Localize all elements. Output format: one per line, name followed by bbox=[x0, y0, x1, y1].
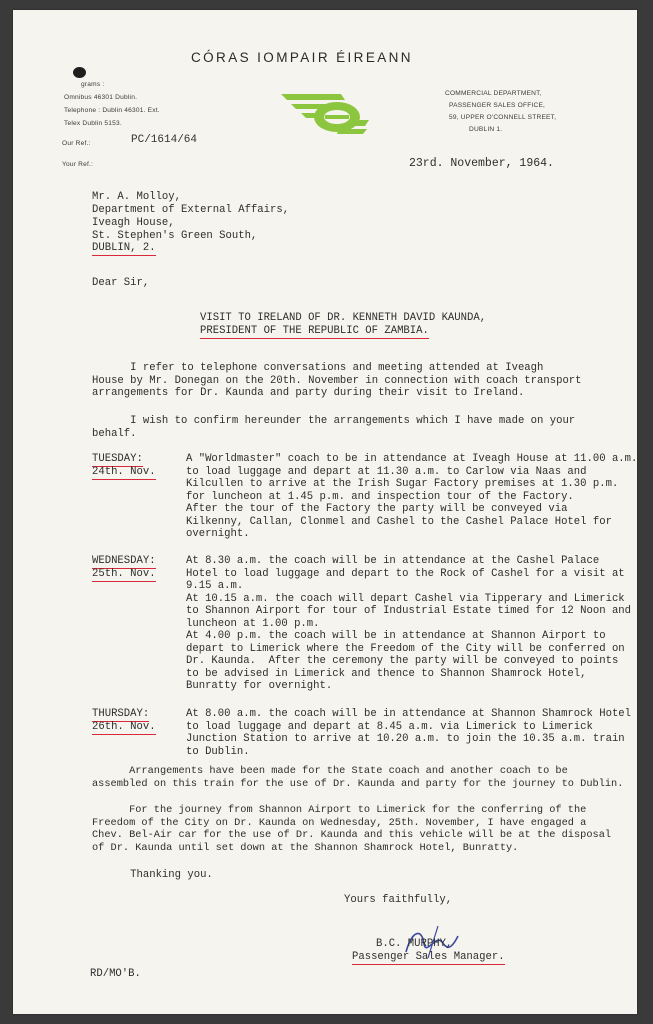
address-line-1: COMMERCIAL DEPARTMENT, bbox=[445, 90, 542, 97]
signoff: Yours faithfully, bbox=[344, 894, 453, 906]
contact-omnibus: Omnibus 46301 Dublin. bbox=[64, 94, 138, 101]
schedule-day: THURSDAY: bbox=[92, 708, 150, 720]
our-ref-label: Our Ref.: bbox=[62, 140, 91, 147]
salutation: Dear Sir, bbox=[92, 277, 150, 289]
letter-date: 23rd. November, 1964. bbox=[409, 157, 554, 170]
schedule-text: At 8.00 a.m. the coach will be in attendance at Shannon Shamrock Hotel to load luggage and depart at 8.45 a.m. via Limerick to Limerick Junction Station to arrive at 10.20 a.m. to join the 10.35 a.m. train to Dublin. bbox=[186, 708, 632, 758]
contact-telephone: Telephone : Dublin 46301. Ext. bbox=[64, 107, 160, 114]
ink-blot bbox=[73, 67, 86, 78]
schedule-day: TUESDAY: bbox=[92, 453, 143, 465]
closing-paragraph: Arrangements have been made for the State coach and another coach to be assembled on this train for the use of Dr. Kaunda and party for the journey to Dublin. bbox=[92, 765, 624, 790]
recipient-line: Department of External Affairs, bbox=[92, 204, 290, 216]
schedule-text: At 8.30 a.m. the coach will be in attendance at the Cashel Palace Hotel to load luggage and depart to the Rock of Cashel for a visit at 9.15 a.m. At 10.15 a.m. the coach will depart Cashel via Tipperary and Limerick to Shannon Airport for tour of Industrial Estate timed for 12 Noon and luncheon at 1.00 p.m. At 4.00 p.m. the coach will be in attendance at Shannon Airport to depart to Limerick where the Freedom of the City will be conferred on Dr. Kaunda. After the ceremony the party will be conveyed to points to be advised in Limerick and thence to Shannon Shamrock Hotel, Bunratty for overnight. bbox=[186, 555, 632, 693]
company-name: CÓRAS IOMPAIR ÉIREANN bbox=[191, 50, 413, 65]
closing-paragraph: For the journey from Shannon Airport to Limerick for the conferring of the Freedom of the City on Dr. Kaunda on Wednesday, 25th. November, I have engaged a Chev. Bel-Air car for the use of Dr. Kaunda and this vehicle will be at the disposal of Dr. Kaunda until set down at the Shannon Shamrock Hotel, Bunratty. bbox=[92, 804, 612, 854]
schedule-date: 26th. Nov. bbox=[92, 721, 156, 733]
intro-paragraph: I refer to telephone conversations and meeting attended at Iveagh House by Mr. Donegan on the 20th. November in connection with coach transport arrangements for Dr. Kaunda and party during their visit to Ireland. bbox=[92, 362, 582, 400]
subject-line-1: VISIT TO IRELAND OF DR. KENNETH DAVID KAUNDA, bbox=[200, 312, 487, 324]
schedule-day: WEDNESDAY: bbox=[92, 555, 156, 567]
schedule-text: A "Worldmaster" coach to be in attendance at Iveagh House at 11.00 a.m. to load luggage and depart at 11.30 a.m. to Carlow via Naas and Kilcullen to arrive at the Irish Sugar Factory premises at 1.30 p.m. for luncheon at 1.45 p.m. and inspection tour of the Factory. After the tour of the Factory the party will be conveyed via Kilkenny, Callan, Clonmel and Cashel to the Cashel Palace Hotel for overnight. bbox=[186, 453, 638, 541]
contact-grams: grams : bbox=[81, 81, 105, 88]
address-line-4: DUBLIN 1. bbox=[469, 126, 503, 133]
subject-line-2: PRESIDENT OF THE REPUBLIC OF ZAMBIA. bbox=[200, 325, 429, 337]
recipient-line: Mr. A. Molloy, bbox=[92, 191, 182, 203]
intro-paragraph: I wish to confirm hereunder the arrangements which I have made on your behalf. bbox=[92, 415, 576, 440]
contact-telex: Telex Dublin 5153. bbox=[64, 120, 122, 127]
reference-initials: RD/MO'B. bbox=[90, 968, 141, 980]
recipient-city: DUBLIN, 2. bbox=[92, 242, 156, 254]
recipient-line: St. Stephen's Green South, bbox=[92, 230, 258, 242]
address-line-3: 59, UPPER O'CONNELL STREET, bbox=[449, 114, 557, 121]
our-ref-value: PC/1614/64 bbox=[131, 134, 198, 146]
schedule-date: 24th. Nov. bbox=[92, 466, 156, 478]
letter-page bbox=[13, 10, 637, 1014]
cie-wings-logo-icon bbox=[279, 92, 371, 136]
thanks-line: Thanking you. bbox=[92, 869, 213, 881]
signatory-title: Passenger Sales Manager. bbox=[352, 951, 505, 963]
address-line-2: PASSENGER SALES OFFICE, bbox=[449, 102, 546, 109]
recipient-line: Iveagh House, bbox=[92, 217, 175, 229]
your-ref-label: Your Ref.: bbox=[62, 161, 94, 168]
signatory-name: B.C. MURPHY, bbox=[376, 938, 453, 950]
schedule-date: 25th. Nov. bbox=[92, 568, 156, 580]
